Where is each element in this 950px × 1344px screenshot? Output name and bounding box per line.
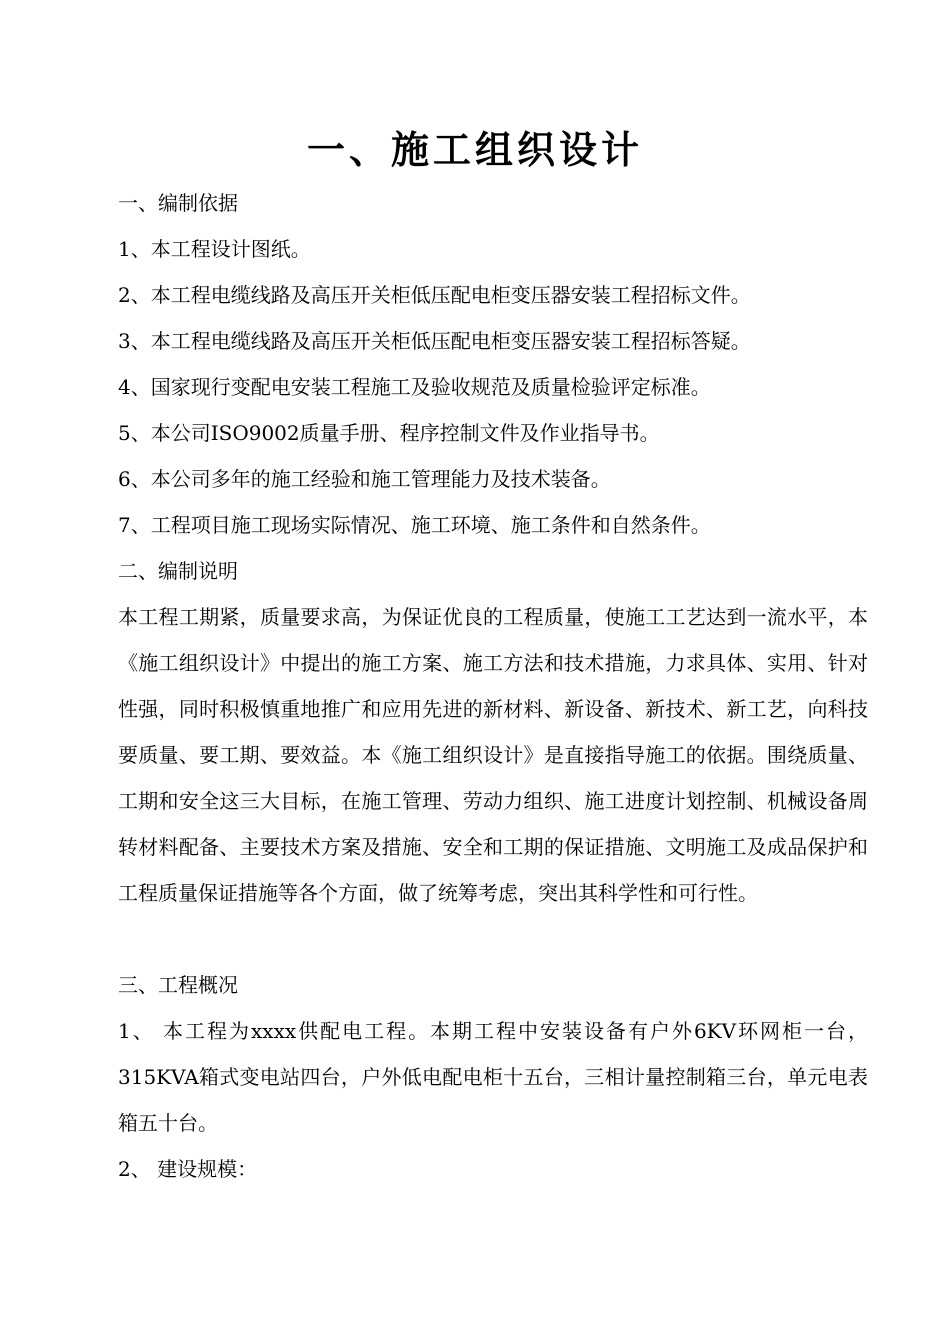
basis-item-6: 6、本公司多年的施工经验和施工管理能力及技术装备。 [118, 467, 611, 491]
basis-item-7: 7、工程项目施工现场实际情况、施工环境、施工条件和自然条件。 [118, 513, 711, 537]
basis-item-3: 3、本工程电缆线路及高压开关柜低压配电柜变压器安装工程招标答疑。 [118, 329, 751, 353]
section-heading-basis: 一、编制依据 [118, 191, 238, 215]
section-heading-overview: 三、工程概况 [118, 973, 238, 997]
basis-item-2: 2、本工程电缆线路及高压开关柜低压配电柜变压器安装工程招标文件。 [118, 283, 751, 307]
basis-item-4: 4、国家现行变配电安装工程施工及验收规范及质量检验评定标准。 [118, 375, 711, 399]
document-title: 一、施工组织设计 [306, 127, 643, 172]
overview-item-2: 2、 建设规模： [118, 1157, 258, 1181]
overview-paragraph: 1、 本工程为xxxx供配电工程。本期工程中安装设备有户外6KV环网柜一台，315KVA箱式变电站四台，户外低电配电柜十五台，三相计量控制箱三台，单元电表箱五十台。 [118, 1019, 868, 1135]
basis-item-1: 1、本工程设计图纸。 [118, 237, 311, 261]
description-paragraph: 本工程工期紧，质量要求高，为保证优良的工程质量，使施工工艺达到一流水平，本《施工组织设计》中提出的施工方案、施工方法和技术措施，力求具体、实用、针对性强，同时积极慎重地推广和应用先进的新材料、新设备、新技术、新工艺，向科技要质量、要工期、要效益。本《施工组织设计》是直接指导施工的依据。围绕质量、工期和安全这三大目标，在施工管理、劳动力组织、施工进度计划控制、机械设备周转材料配备、主要技术方案及措施、安全和工期的保证措施、文明施工及成品保护和工程质量保证措施等各个方面，做了统筹考虑，突出其科学性和可行性。 [118, 605, 868, 905]
basis-item-5: 5、本公司ISO9002质量手册、程序控制文件及作业指导书。 [118, 421, 660, 445]
section-heading-description: 二、编制说明 [118, 559, 238, 583]
